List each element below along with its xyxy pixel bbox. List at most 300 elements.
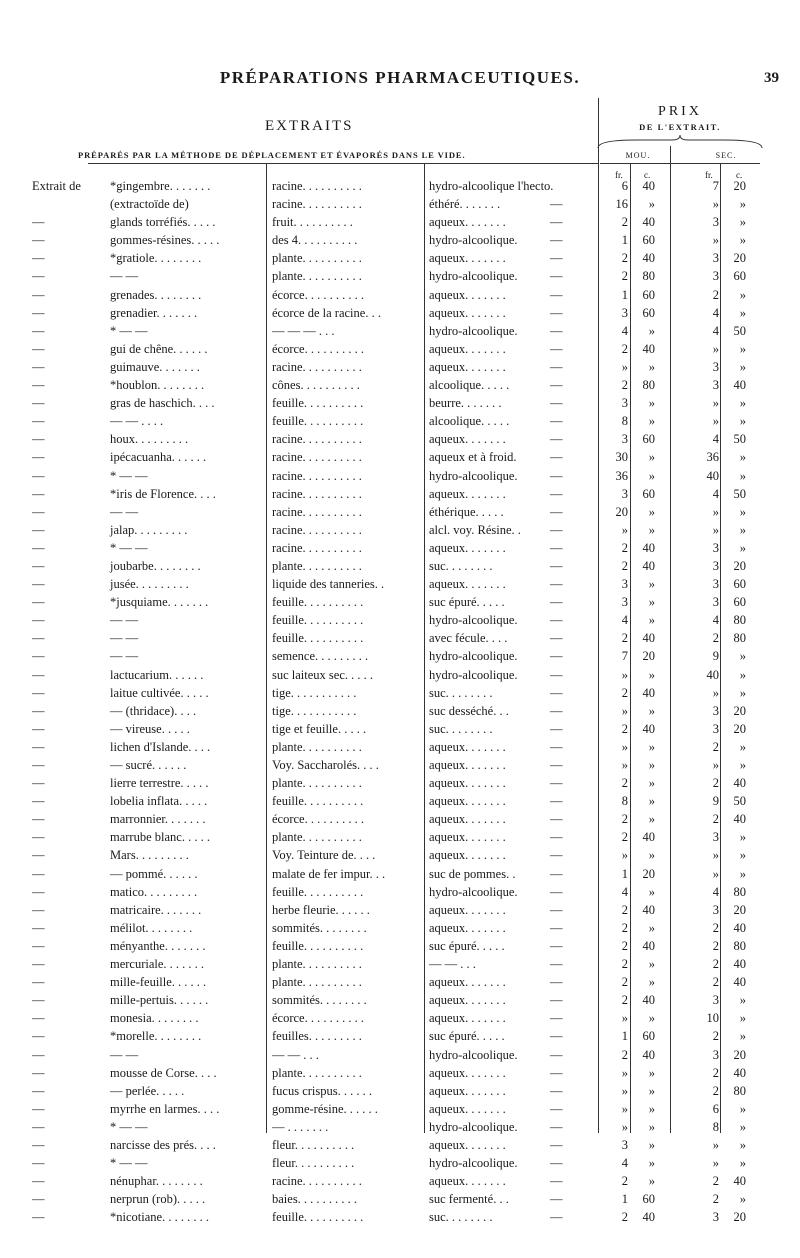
preparation-mode: — — . . .	[429, 957, 476, 972]
table-row	[0, 1010, 800, 1028]
preparation-mode: hydro-alcoolique.	[429, 1047, 518, 1062]
price-dry-francs: 2	[712, 1065, 719, 1080]
plant-part: fleur. . . . . . . . . .	[272, 1156, 355, 1171]
price-soft-francs: 2	[621, 215, 628, 230]
plant-part: plante. . . . . . . . . .	[272, 269, 362, 284]
table-row	[0, 974, 800, 992]
extract-name: nénuphar. . . . . . . .	[110, 1174, 203, 1189]
plant-part: feuille. . . . . . . . . .	[272, 884, 364, 899]
preparation-mode: éthérique. . . . .	[429, 504, 504, 519]
price-dry-francs: 3	[712, 251, 719, 266]
ditto-dash: —	[550, 540, 563, 555]
price-soft-francs: »	[621, 667, 628, 682]
row-prefix: —	[32, 1029, 45, 1044]
preparation-mode: aqueux. . . . . . .	[429, 993, 506, 1008]
ditto-dash: —	[550, 758, 563, 772]
row-prefix: —	[32, 468, 45, 483]
table-row	[0, 648, 800, 666]
extract-name: *houblon. . . . . . . .	[110, 378, 205, 393]
table-row	[0, 793, 800, 811]
price-soft-francs: 16	[615, 197, 628, 212]
price-dry-centimes: 20	[733, 179, 746, 193]
preparation-mode: suc. . . . . . . .	[429, 721, 493, 736]
preparation-mode: suc desséché. . .	[429, 703, 509, 718]
plant-part: racine. . . . . . . . . .	[272, 197, 362, 212]
price-dry-francs: 2	[712, 1192, 719, 1207]
price-dry-centimes: 40	[733, 957, 746, 972]
ditto-dash: —	[550, 1029, 563, 1044]
extract-name: houx. . . . . . . . .	[110, 432, 189, 447]
price-soft-francs: 4	[621, 1156, 628, 1171]
row-prefix: —	[32, 269, 45, 284]
extract-name: laitue cultivée. . . . .	[110, 685, 209, 700]
price-dry-centimes: »	[739, 685, 746, 700]
extract-name: — —	[110, 613, 139, 628]
price-dry-francs: 4	[712, 613, 719, 628]
extract-name: mélilot. . . . . . . .	[110, 920, 193, 935]
price-dry-centimes: »	[739, 414, 746, 429]
row-prefix: —	[32, 522, 45, 537]
extract-name: *nicotiane. . . . . . . .	[110, 1210, 209, 1225]
extract-name: marrube blanc. . . . .	[110, 830, 210, 845]
price-dry-francs: »	[712, 504, 719, 519]
price-soft-centimes: 40	[642, 993, 655, 1008]
preparation-mode: alcoolique. . . . .	[429, 378, 510, 393]
price-dry-centimes: »	[739, 1137, 746, 1152]
extract-name: matico. . . . . . . . .	[110, 884, 198, 899]
price-soft-centimes: 20	[642, 649, 655, 664]
price-soft-francs: »	[621, 1119, 628, 1134]
preparation-mode: hydro-alcoolique.	[429, 649, 518, 664]
price-soft-francs: 2	[621, 812, 628, 827]
row-prefix: —	[32, 649, 45, 664]
price-soft-centimes: »	[648, 595, 655, 610]
plant-part: fruit. . . . . . . . . .	[272, 215, 353, 230]
row-prefix: —	[32, 1101, 45, 1116]
preparation-mode: avec fécule. . . .	[429, 631, 508, 646]
extract-name: — —	[110, 631, 139, 646]
ditto-dash: —	[550, 197, 563, 212]
table-row	[0, 558, 800, 576]
price-soft-centimes: 40	[642, 938, 655, 953]
row-prefix: —	[32, 721, 45, 736]
extract-name: — vireuse. . . . .	[110, 721, 190, 736]
ditto-dash: —	[550, 1210, 563, 1225]
price-soft-francs: 4	[621, 323, 628, 338]
price-dry-centimes: »	[739, 540, 746, 555]
price-dry-centimes: 40	[733, 812, 746, 827]
extract-name: joubarbe. . . . . . . .	[110, 558, 201, 573]
plant-part: Voy. Teinture de. . . .	[272, 848, 376, 863]
price-soft-francs: 2	[621, 540, 628, 555]
extract-name: ipécacuanha. . . . . .	[110, 450, 207, 465]
plant-part: écorce. . . . . . . . . .	[272, 812, 364, 827]
plant-part: feuille. . . . . . . . . .	[272, 396, 364, 411]
price-soft-francs: 2	[621, 251, 628, 266]
table-row	[0, 1083, 800, 1101]
ditto-dash: —	[550, 486, 563, 501]
row-prefix: —	[32, 685, 45, 700]
price-dry-centimes: 40	[733, 920, 746, 935]
preparation-mode: aqueux. . . . . . .	[429, 305, 506, 320]
plant-part: écorce. . . . . . . . . .	[272, 341, 364, 356]
price-dry-francs: 9	[712, 649, 719, 664]
price-dry-centimes: 80	[733, 938, 746, 953]
preparation-mode: suc. . . . . . . .	[429, 1210, 493, 1225]
price-soft-francs: 3	[621, 396, 628, 411]
price-dry-centimes: »	[739, 287, 746, 302]
price-dry-francs: 2	[712, 812, 719, 827]
price-dry-francs: 3	[712, 540, 719, 555]
ditto-dash: —	[550, 938, 563, 953]
preparation-mode: hydro-alcoolique.	[429, 323, 518, 338]
preparation-mode: aqueux. . . . . . .	[429, 1083, 506, 1098]
price-soft-centimes: »	[648, 323, 655, 338]
row-prefix: —	[32, 1210, 45, 1225]
extract-name: * — —	[110, 1156, 148, 1171]
price-soft-francs: 2	[621, 1210, 628, 1225]
preparation-mode: suc. . . . . . . .	[429, 685, 493, 700]
price-dry-centimes: »	[739, 305, 746, 320]
price-dry-centimes: »	[739, 233, 746, 248]
ditto-dash: —	[550, 794, 563, 809]
price-dry-francs: 3	[712, 993, 719, 1008]
plant-part: tige. . . . . . . . . . .	[272, 685, 357, 700]
price-dry-centimes: »	[739, 1156, 746, 1171]
row-prefix: —	[32, 215, 45, 230]
plant-part: plante. . . . . . . . . .	[272, 957, 362, 972]
row-prefix: —	[32, 359, 45, 374]
ditto-dash: —	[550, 1156, 563, 1171]
ditto-dash: —	[550, 848, 563, 863]
table-row	[0, 1191, 800, 1209]
row-prefix: —	[32, 1083, 45, 1098]
extract-name: lobelia inflata. . . . .	[110, 794, 208, 809]
ditto-dash: —	[550, 685, 563, 700]
table-row	[0, 920, 800, 938]
ditto-dash: —	[550, 468, 563, 483]
price-soft-francs: 8	[621, 794, 628, 809]
table-row	[0, 1209, 800, 1227]
row-prefix: —	[32, 920, 45, 935]
price-rule-top	[600, 163, 760, 164]
plant-part: feuille. . . . . . . . . .	[272, 631, 364, 646]
table-row	[0, 1028, 800, 1046]
plant-part: baies. . . . . . . . . .	[272, 1192, 358, 1207]
extract-name: grenades. . . . . . . .	[110, 287, 202, 302]
ditto-dash: —	[550, 957, 563, 972]
price-dry-francs: 2	[712, 920, 719, 935]
price-soft-francs: 2	[621, 957, 628, 972]
row-prefix: —	[32, 1137, 45, 1152]
price-dry-francs: 3	[712, 1047, 719, 1062]
price-soft-centimes: »	[648, 1174, 655, 1189]
ditto-dash: —	[550, 902, 563, 917]
row-prefix: —	[32, 251, 45, 266]
row-prefix: —	[32, 577, 45, 592]
price-soft-francs: »	[621, 848, 628, 863]
price-soft-centimes: »	[648, 396, 655, 411]
price-soft-francs: 2	[621, 938, 628, 953]
price-dry-francs: 2	[712, 1029, 719, 1044]
price-dry-centimes: 50	[733, 486, 746, 501]
price-dry-francs: 2	[712, 1083, 719, 1098]
price-soft-centimes: »	[648, 739, 655, 754]
extract-name: — pommé. . . . . .	[110, 866, 198, 881]
ditto-dash: —	[550, 215, 563, 230]
plant-part: feuille. . . . . . . . . .	[272, 414, 364, 429]
plant-part: plante. . . . . . . . . .	[272, 558, 362, 573]
price-dry-centimes: »	[739, 359, 746, 374]
ditto-dash: —	[550, 396, 563, 411]
preparation-mode: hydro-alcoolique.	[429, 468, 518, 483]
price-dry-francs: 8	[712, 1119, 719, 1134]
price-dry-francs: 3	[712, 1210, 719, 1225]
preparation-mode: aqueux. . . . . . .	[429, 1137, 506, 1152]
price-soft-centimes: 80	[642, 269, 655, 284]
price-dry-centimes: 50	[733, 794, 746, 809]
running-head: PRÉPARATIONS PHARMACEUTIQUES.	[219, 68, 581, 87]
table-row	[0, 667, 800, 685]
price-dry-francs: »	[712, 1156, 719, 1171]
price-dry-centimes: 50	[733, 432, 746, 447]
extract-name: *gratiole. . . . . . . .	[110, 251, 202, 266]
price-soft-francs: 3	[621, 577, 628, 592]
row-prefix: —	[32, 450, 45, 465]
preparation-mode: suc épuré. . . . .	[429, 595, 505, 610]
extract-name: — (thridace). . . .	[110, 703, 197, 718]
price-soft-francs: 4	[621, 613, 628, 628]
preparation-mode: hydro-alcoolique l'hecto.	[429, 179, 554, 193]
row-prefix: —	[32, 1119, 45, 1134]
table-row	[0, 323, 800, 341]
price-dry-francs: 3	[712, 359, 719, 374]
row-prefix: —	[32, 540, 45, 555]
ditto-dash: —	[550, 1174, 563, 1189]
preparation-mode: hydro-alcoolique.	[429, 613, 518, 628]
table-row	[0, 866, 800, 884]
table-row	[0, 612, 800, 630]
price-soft-francs: »	[621, 1101, 628, 1116]
table-row	[0, 178, 800, 196]
price-dry-centimes: 80	[733, 613, 746, 628]
price-dry-francs: 4	[712, 884, 719, 899]
extract-name: — —	[110, 504, 139, 519]
price-dry-francs: 3	[712, 215, 719, 230]
table-row	[0, 703, 800, 721]
plant-part: feuilles. . . . . . . . .	[272, 1029, 362, 1044]
price-soft-francs: »	[621, 1083, 628, 1098]
price-dry-centimes: 40	[733, 1065, 746, 1080]
preparation-mode: aqueux et à froid.	[429, 450, 517, 465]
price-dry-centimes: 20	[733, 721, 746, 736]
price-dry-centimes: »	[739, 450, 746, 465]
extract-name: matricaire. . . . . . .	[110, 902, 202, 917]
price-soft-francs: 2	[621, 776, 628, 791]
price-dry-francs: 3	[712, 595, 719, 610]
plant-part: plante. . . . . . . . . .	[272, 251, 362, 266]
preparation-mode: aqueux. . . . . . .	[429, 1011, 506, 1026]
ditto-dash: —	[550, 558, 563, 573]
row-prefix: —	[32, 794, 45, 809]
plant-part: plante. . . . . . . . . .	[272, 975, 362, 990]
row-prefix: —	[32, 414, 45, 429]
extract-name: jusée. . . . . . . . .	[110, 577, 189, 592]
plant-part: tige. . . . . . . . . . .	[272, 703, 357, 718]
plant-part: racine. . . . . . . . . .	[272, 522, 362, 537]
preparation-mode: aqueux. . . . . . .	[429, 758, 506, 772]
extract-name: myrrhe en larmes. . . .	[110, 1101, 220, 1116]
price-soft-centimes: »	[648, 920, 655, 935]
price-dry-centimes: 20	[733, 902, 746, 917]
plant-part: liquide des tanneries. .	[272, 577, 385, 592]
preparation-mode: aqueux. . . . . . .	[429, 486, 506, 501]
ditto-dash: —	[550, 595, 563, 610]
price-dry-centimes: 60	[733, 269, 746, 284]
table-row	[0, 377, 800, 395]
ditto-dash: —	[550, 1065, 563, 1080]
plant-part: herbe fleurie. . . . . .	[272, 902, 370, 917]
price-soft-centimes: 80	[642, 378, 655, 393]
preparation-mode: hydro-alcoolique.	[429, 667, 518, 682]
price-dry-centimes: »	[739, 468, 746, 483]
price-soft-francs: 8	[621, 414, 628, 429]
price-soft-centimes: 60	[642, 486, 655, 501]
table-row	[0, 359, 800, 377]
ditto-dash: —	[550, 975, 563, 990]
preparation-mode: aqueux. . . . . . .	[429, 359, 506, 374]
table-row	[0, 594, 800, 612]
price-dry-centimes: 60	[733, 595, 746, 610]
price-soft-centimes: 60	[642, 287, 655, 302]
extract-name: * — —	[110, 468, 148, 483]
price-dry-centimes: »	[739, 848, 746, 863]
ditto-dash: —	[550, 993, 563, 1008]
preparation-mode: aqueux. . . . . . .	[429, 540, 506, 555]
plant-part: racine. . . . . . . . . .	[272, 179, 362, 193]
price-dry-francs: 2	[712, 739, 719, 754]
plant-part: plante. . . . . . . . . .	[272, 830, 362, 845]
preparation-mode: aqueux. . . . . . .	[429, 975, 506, 990]
extract-name: — —	[110, 649, 139, 664]
price-soft-centimes: »	[648, 957, 655, 972]
price-dry-francs: 40	[706, 468, 719, 483]
preparation-mode: aqueux. . . . . . .	[429, 215, 506, 230]
row-prefix: —	[32, 1047, 45, 1062]
plant-part: — . . . . . . .	[272, 1119, 329, 1134]
ditto-dash: —	[550, 577, 563, 592]
price-soft-francs: 30	[615, 450, 628, 465]
row-prefix: —	[32, 558, 45, 573]
ditto-dash: —	[550, 378, 563, 393]
price-soft-francs: »	[621, 1011, 628, 1026]
price-soft-centimes: 40	[642, 215, 655, 230]
price-soft-francs: 2	[621, 975, 628, 990]
price-dry-centimes: »	[739, 830, 746, 845]
price-soft-francs: 1	[621, 1192, 628, 1207]
price-soft-francs: 1	[621, 287, 628, 302]
plant-part: sommités. . . . . . . .	[272, 920, 367, 935]
ditto-dash: —	[550, 269, 563, 284]
price-dry-francs: »	[712, 197, 719, 212]
row-prefix: Extrait de	[32, 179, 81, 193]
ditto-dash: —	[550, 305, 563, 320]
plant-part: cônes. . . . . . . . . .	[272, 378, 360, 393]
plant-part: — — . . .	[272, 1047, 319, 1062]
preparation-mode: hydro-alcoolique.	[429, 233, 518, 248]
price-soft-francs: 1	[621, 233, 628, 248]
price-dry-francs: 36	[706, 450, 719, 465]
price-dry-francs: 3	[712, 721, 719, 736]
price-dry-francs: 4	[712, 305, 719, 320]
price-soft-centimes: 40	[642, 685, 655, 700]
ditto-dash: —	[550, 812, 563, 827]
table-row	[0, 468, 800, 486]
preparation-mode: aqueux. . . . . . .	[429, 812, 506, 827]
price-soft-francs: 2	[621, 721, 628, 736]
price-soft-francs: 2	[621, 902, 628, 917]
plant-part: sommités. . . . . . . .	[272, 993, 367, 1008]
price-dry-francs: 2	[712, 287, 719, 302]
price-dry-centimes: 80	[733, 884, 746, 899]
row-prefix: —	[32, 957, 45, 972]
table-row	[0, 214, 800, 232]
ditto-dash: —	[550, 649, 563, 664]
table-row	[0, 449, 800, 467]
preparation-mode: suc fermenté. . .	[429, 1192, 509, 1207]
plant-part: semence. . . . . . . . .	[272, 649, 369, 664]
extract-name: — —	[110, 1047, 139, 1062]
price-dry-centimes: 20	[733, 703, 746, 718]
section-subtitle: PRÉPARÉS PAR LA MÉTHODE DE DÉPLACEMENT ET ÉVAPORÉS DANS LE VIDE.	[78, 150, 466, 160]
extract-name: lierre terrestre. . . . .	[110, 776, 209, 791]
preparation-mode: aqueux. . . . . . .	[429, 830, 506, 845]
ditto-dash: —	[550, 703, 563, 718]
price-soft-francs: 20	[615, 504, 628, 519]
extract-name: marronnier. . . . . . .	[110, 812, 206, 827]
table-row	[0, 775, 800, 793]
table-row	[0, 1047, 800, 1065]
ditto-dash: —	[550, 504, 563, 519]
price-dry-centimes: »	[739, 396, 746, 411]
price-dry-centimes: 20	[733, 1210, 746, 1225]
extract-name: gommes-résines. . . . .	[110, 233, 220, 248]
table-row	[0, 938, 800, 956]
price-soft-centimes: 40	[642, 341, 655, 356]
price-soft-centimes: »	[648, 468, 655, 483]
page-number: 39	[764, 70, 779, 86]
ditto-dash: —	[550, 341, 563, 356]
row-prefix: —	[32, 287, 45, 302]
price-dry-centimes: 40	[733, 378, 746, 393]
price-header-label: PRIX	[658, 104, 702, 119]
extract-name: *morelle. . . . . . . .	[110, 1029, 202, 1044]
price-dry-centimes: »	[739, 341, 746, 356]
ditto-dash: —	[550, 1083, 563, 1098]
ditto-dash: —	[550, 1101, 563, 1116]
preparation-mode: aqueux. . . . . . .	[429, 920, 506, 935]
price-dry-francs: »	[712, 233, 719, 248]
row-prefix: —	[32, 378, 45, 393]
price-soft-centimes: »	[648, 197, 655, 212]
price-soft-centimes: »	[648, 450, 655, 465]
extract-name: — — . . . .	[110, 414, 164, 429]
price-dry-centimes: »	[739, 1029, 746, 1044]
price-dry-francs: 3	[712, 902, 719, 917]
ditto-dash: —	[550, 233, 563, 248]
row-prefix: —	[32, 848, 45, 863]
ditto-dash: —	[550, 830, 563, 845]
